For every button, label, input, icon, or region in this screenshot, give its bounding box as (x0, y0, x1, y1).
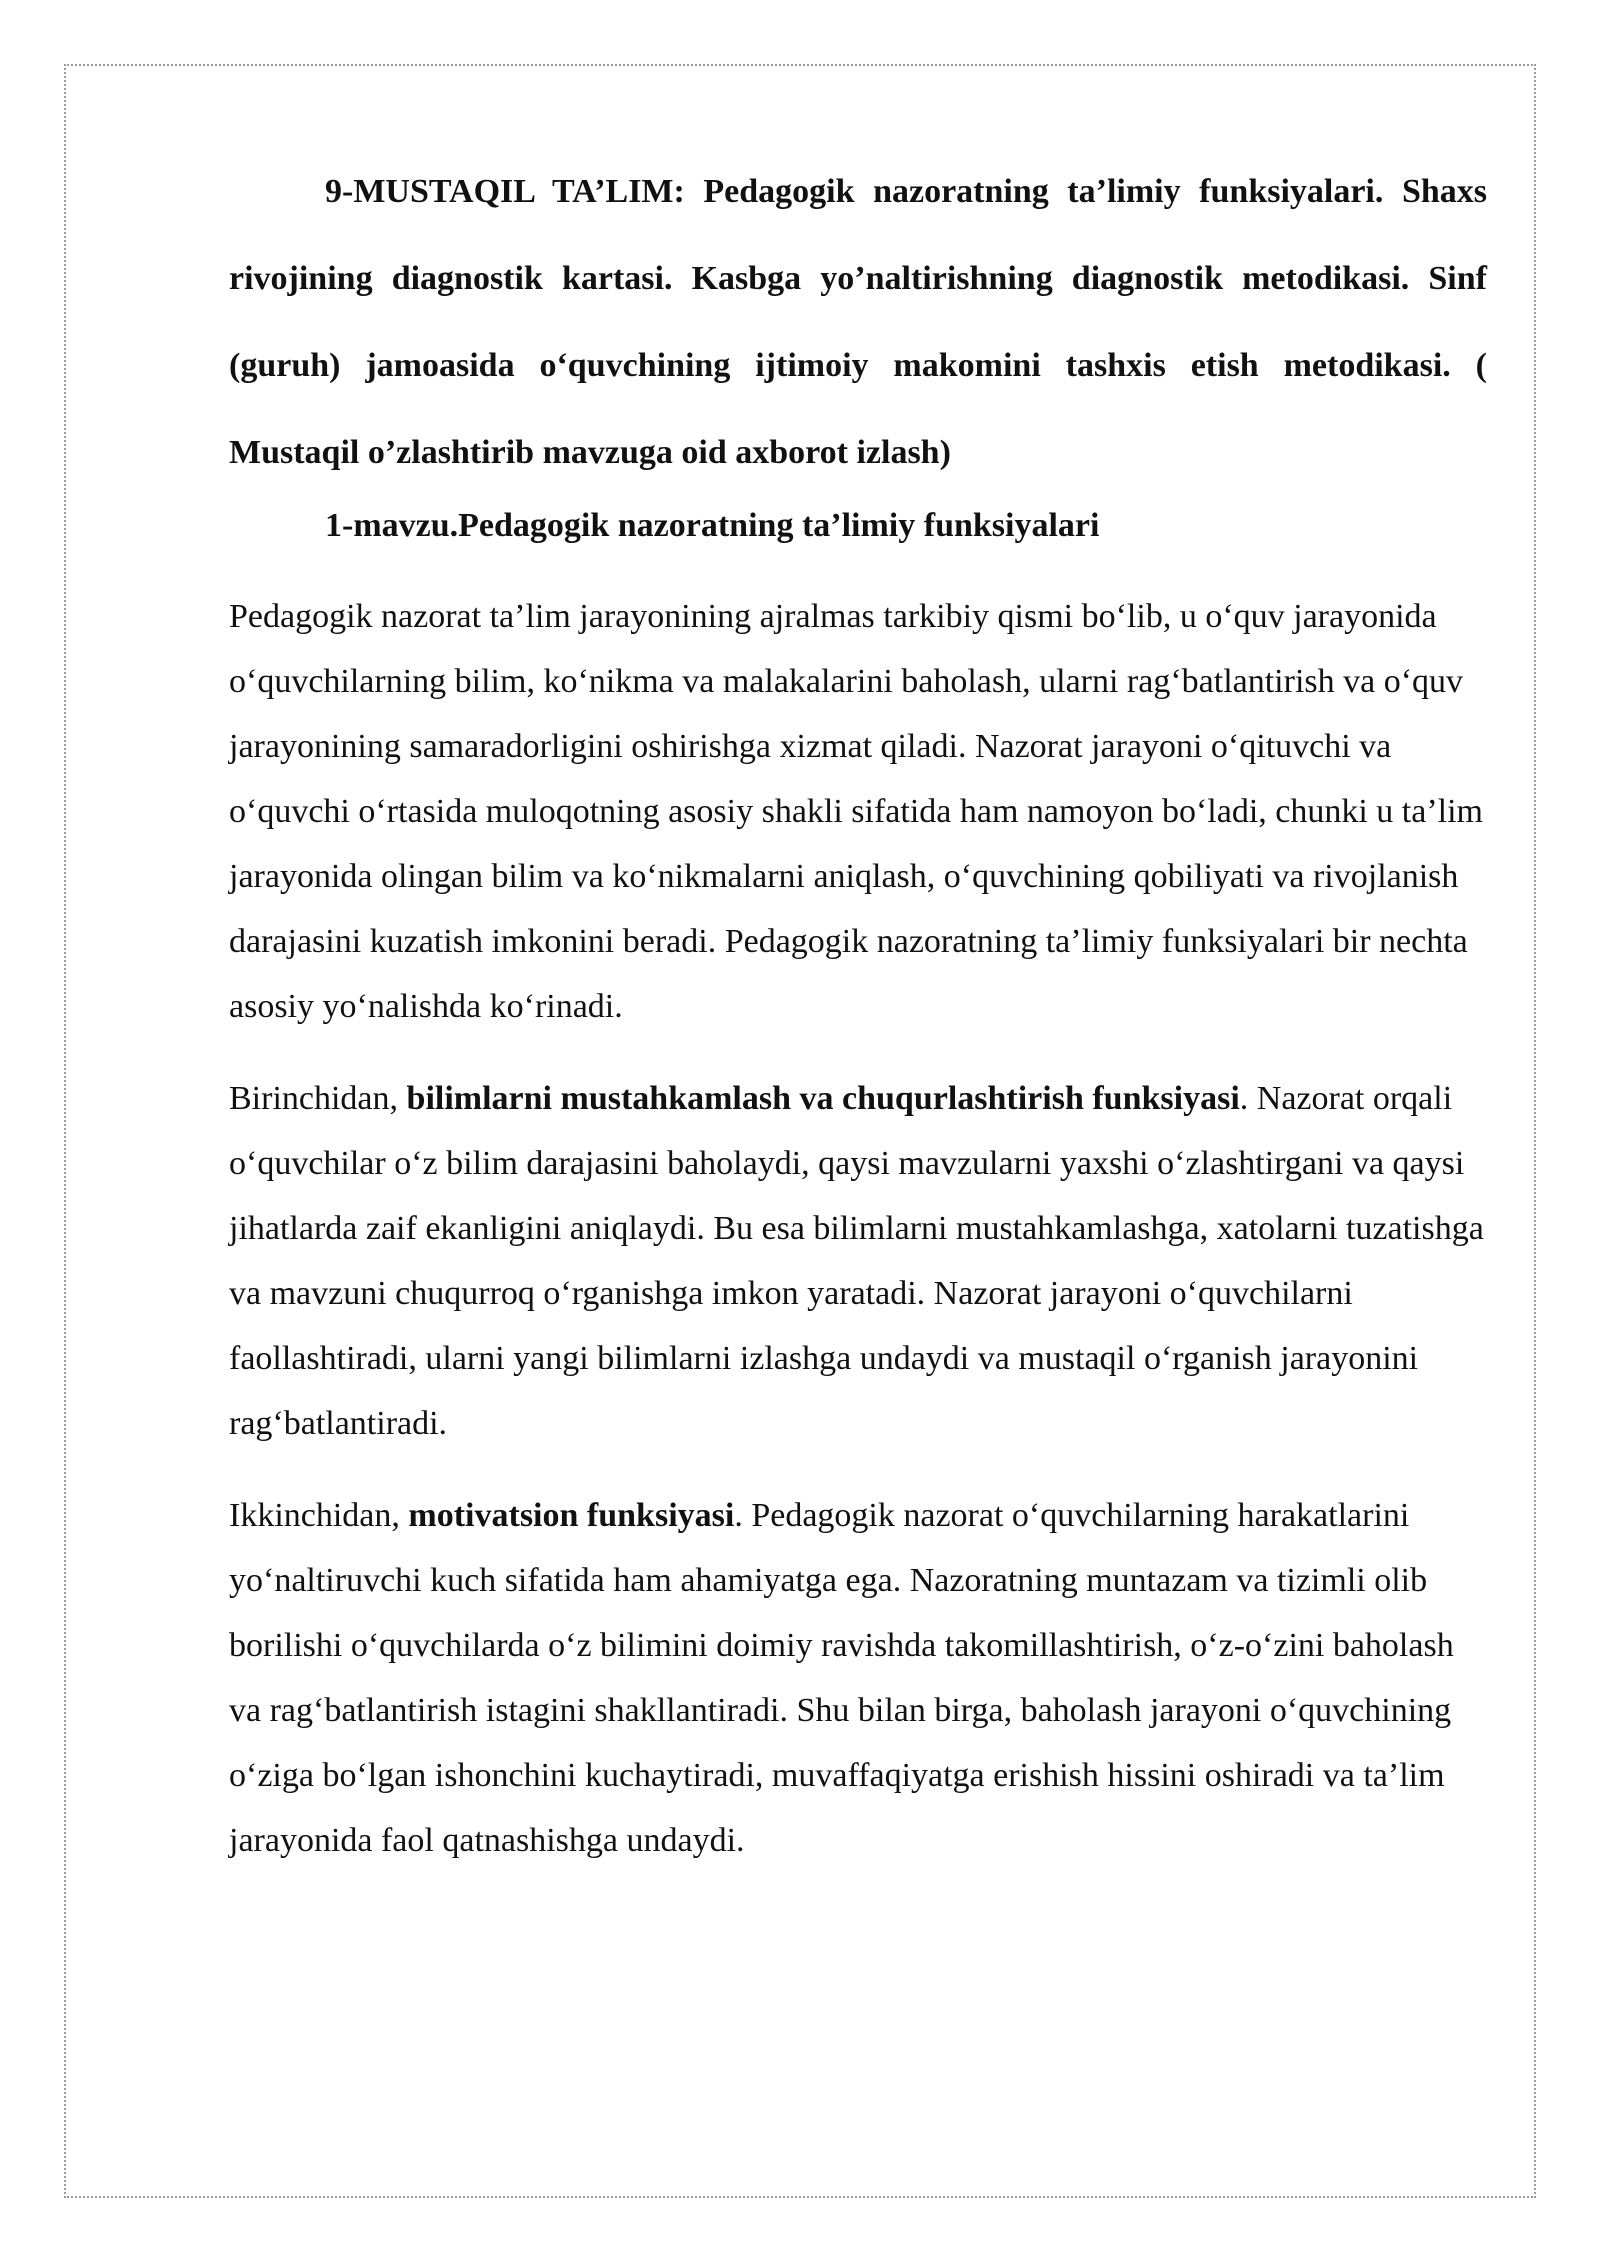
function-title: motivatsion funksiyasi (408, 1497, 735, 1534)
document-body (229, 148, 1487, 1900)
document-heading: 9-MUSTAQIL TA’LIM: Pedagogik nazoratning ta’limiy funksiyalari. Shaxs rivojining diagnostik kartasi. Kasbga yo’naltirishning diagnostik metodikasi. Sinf (guruh) jamoasida o‘quvchining ijtimoiy makomini tashxis etish metodikasi. ( Mustaqil o’zlashtirib mavzuga oid axborot izlash) (229, 173, 1487, 471)
function-title: bilimlarni mustahkamlash va chuqurlashtirish funksiyasi (406, 1080, 1240, 1117)
topic-subheading: 1-mavzu.Pedagogik nazoratning ta’limiy funksiyalari (325, 507, 1100, 544)
paragraph-text: . Pedagogik nazorat o‘quvchilarning harakatlarini yo‘naltiruvchi kuch sifatida ham ahamiyatga ega. Nazoratning muntazam va tizimli olib borilishi o‘quvchilarda o‘z bilimini doimiy ravishda takomillashtirish, o‘z-o‘zini baholash va rag‘batlantirish istagini shakllantiradi. Shu bilan birga, baholash jarayoni o‘quvchining o‘ziga bo‘lgan ishonchini kuchaytiradi, muvaffaqiyatga erishish hissini oshiradi va ta’lim jarayonida faol qatnashishga undaydi. (229, 1497, 1454, 1859)
paragraph-intro (229, 584, 1487, 1039)
paragraph-intro-text: Pedagogik nazorat ta’lim jarayonining ajralmas tarkibiy qismi bo‘lib, u o‘quv jarayonida o‘quvchilarning bilim, ko‘nikma va malakalarini baholash, ularni rag‘batlantirish va o‘quv jarayonining samaradorligini oshirishga xizmat qiladi. Nazorat jarayoni o‘qituvchi va o‘quvchi o‘rtasida muloqotning asosiy shakli sifatida ham namoyon bo‘ladi, chunki u ta’lim jarayonida olingan bilim va ko‘nikmalarni aniqlash, o‘quvchining qobiliyati va rivojlanish darajasini kuzatish imkonini beradi. Pedagogik nazoratning ta’limiy funksiyalari bir nechta asosiy yo‘nalishda ko‘rinadi. (229, 598, 1483, 1025)
paragraph-lead: Ikkinchidan, (229, 1497, 409, 1534)
paragraph-second-function (229, 1483, 1487, 1873)
paragraph-first-function (229, 1066, 1487, 1456)
paragraph-lead: Birinchidan, (229, 1080, 407, 1117)
paragraph-text: . Nazorat orqali o‘quvchilar o‘z bilim darajasini baholaydi, qaysi mavzularni yaxshi o‘zlashtirgani va qaysi jihatlarda zaif ekanligini aniqlaydi. Bu esa bilimlarni mustahkamlashga, xatolarni tuzatishga va mavzuni chuqurroq o‘rganishga imkon yaratadi. Nazorat jarayoni o‘quvchilarni faollashtiradi, ularni yangi bilimlarni izlashga undaydi va mustaqil o‘rganish jarayonini rag‘batlantiradi. (229, 1080, 1484, 1442)
